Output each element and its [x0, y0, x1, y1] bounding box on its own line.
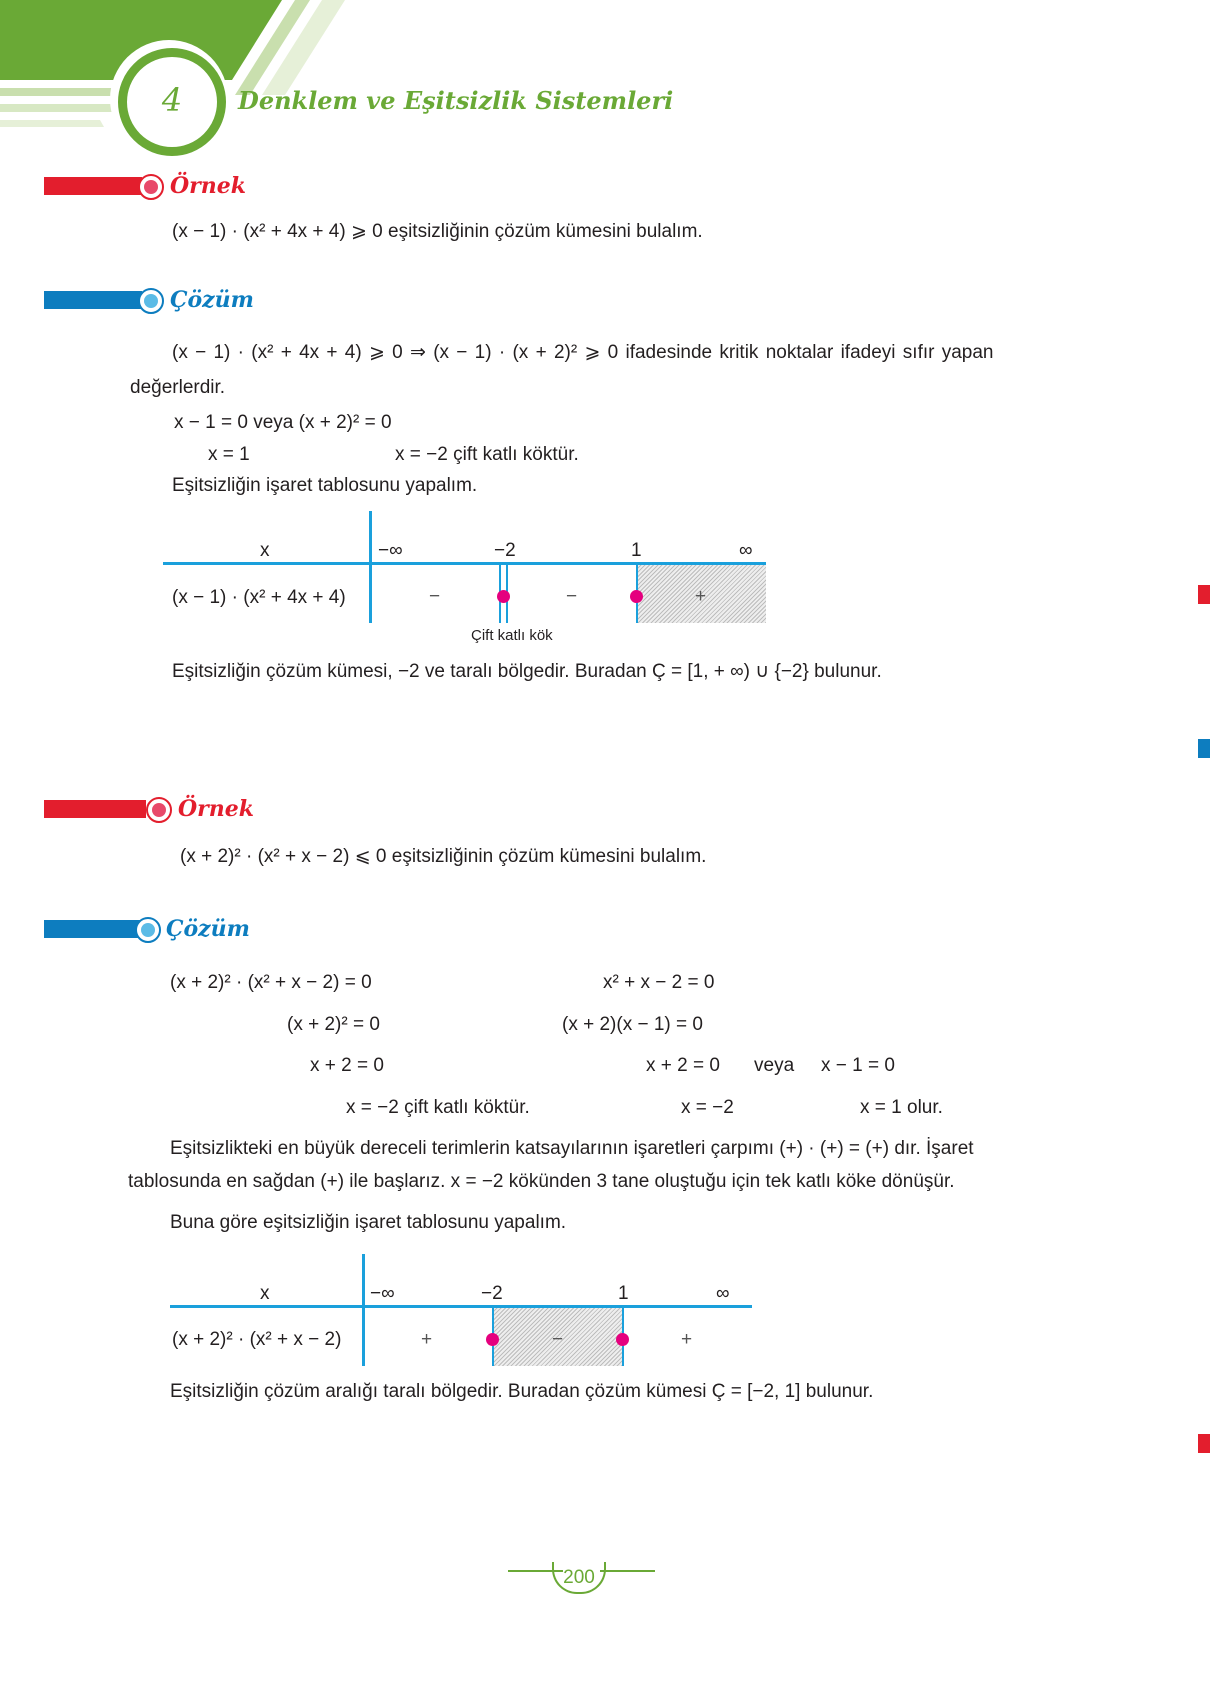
- x-label: x: [260, 1283, 270, 1304]
- expr-label: (x + 2)² · (x² + x − 2): [172, 1329, 342, 1350]
- equation: x = −2 çift katlı köktür.: [346, 1097, 530, 1118]
- sign: +: [421, 1329, 433, 1350]
- col-label: ∞: [739, 540, 753, 561]
- equation: x = 1 olur.: [860, 1097, 943, 1118]
- chapter-title: Denklem ve Eşitsizlik Sistemleri: [238, 86, 674, 115]
- table-divider: [369, 511, 372, 623]
- col-label: −2: [481, 1283, 503, 1304]
- target-icon: [138, 288, 164, 314]
- equation: x + 2 = 0: [646, 1055, 720, 1076]
- equation: x = 1: [208, 444, 250, 465]
- col-label: 1: [618, 1283, 629, 1304]
- equation: veya: [754, 1055, 795, 1076]
- equation: x − 1 = 0: [821, 1055, 895, 1076]
- table-divider: [362, 1254, 365, 1366]
- solution-bar: [44, 920, 140, 938]
- sign: −: [429, 586, 441, 607]
- col-label: −∞: [378, 540, 403, 561]
- sign: +: [681, 1329, 693, 1350]
- root-dot: [630, 590, 643, 603]
- sign: +: [695, 586, 707, 607]
- example-label: Örnek: [170, 173, 246, 199]
- col-label: −2: [494, 540, 516, 561]
- edge-marker: [1198, 585, 1210, 604]
- col-label: ∞: [716, 1283, 730, 1304]
- target-icon: [138, 174, 164, 200]
- equation: (x + 2)² · (x² + x − 2) = 0: [170, 972, 372, 993]
- equation: x + 2 = 0: [310, 1055, 384, 1076]
- root-dot: [486, 1333, 499, 1346]
- root-dot: [497, 590, 510, 603]
- root-note: Çift katlı kök: [471, 627, 553, 644]
- x-label: x: [260, 540, 270, 561]
- table-intro: Buna göre eşitsizliğin işaret tablosunu yapalım.: [170, 1212, 567, 1233]
- paragraph-line: değerlerdir.: [130, 377, 226, 398]
- equation: (x + 2)² = 0: [287, 1014, 380, 1035]
- solution-label: Çözüm: [170, 287, 254, 313]
- table-axis: [163, 562, 766, 565]
- chapter-badge: [118, 48, 226, 156]
- paragraph-line: (x − 1) · (x² + 4x + 4) ⩾ 0 ⇒ (x − 1) · (x + 2)² ⩾ 0 ifadesinde kritik noktalar ifadeyi sıfır yapan: [172, 342, 994, 363]
- page-decoration: [600, 1570, 655, 1572]
- target-icon: [135, 917, 161, 943]
- edge-marker: [1198, 1434, 1210, 1453]
- sign: −: [552, 1329, 564, 1350]
- page-number: 200: [563, 1567, 595, 1588]
- expr-label: (x − 1) · (x² + 4x + 4): [172, 587, 346, 608]
- problem-text: (x + 2)² · (x² + x − 2) ⩽ 0 eşitsizliğinin çözüm kümesini bulalım.: [180, 846, 707, 867]
- example-bar: [44, 800, 146, 818]
- solution-bar: [44, 291, 142, 309]
- sign: −: [566, 586, 578, 607]
- table-intro: Eşitsizliğin işaret tablosunu yapalım.: [172, 475, 478, 496]
- edge-marker: [1198, 739, 1210, 758]
- equation: x = −2 çift katlı köktür.: [395, 444, 579, 465]
- example-bar: [44, 177, 142, 195]
- paragraph-line: Eşitsizlikteki en büyük dereceli terimlerin katsayılarının işaretleri çarpımı (+) · (+) = (+) dır. İşaret: [170, 1138, 974, 1159]
- equation: x − 1 = 0 veya (x + 2)² = 0: [174, 412, 392, 433]
- table-axis: [170, 1305, 752, 1308]
- example-label: Örnek: [178, 796, 254, 822]
- equation: (x + 2)(x − 1) = 0: [562, 1014, 703, 1035]
- equation: x = −2: [681, 1097, 734, 1118]
- equation: x² + x − 2 = 0: [603, 972, 715, 993]
- root-dot: [616, 1333, 629, 1346]
- col-label: 1: [631, 540, 642, 561]
- target-icon: [146, 797, 172, 823]
- paragraph-line: tablosunda en sağdan (+) ile başlarız. x = −2 kökünden 3 tane oluştuğu için tek katlı köke dönüşür.: [128, 1171, 955, 1192]
- conclusion: Eşitsizliğin çözüm aralığı taralı bölgedir. Buradan çözüm kümesi Ç = [−2, 1] bulunur.: [170, 1381, 874, 1402]
- conclusion: Eşitsizliğin çözüm kümesi, −2 ve taralı bölgedir. Buradan Ç = [1, + ∞) ∪ {−2} bulunur.: [172, 661, 882, 682]
- solution-label: Çözüm: [166, 916, 250, 942]
- problem-text: (x − 1) · (x² + 4x + 4) ⩾ 0 eşitsizliğinin çözüm kümesini bulalım.: [172, 221, 703, 242]
- chapter-number: 4: [161, 81, 183, 119]
- col-label: −∞: [370, 1283, 395, 1304]
